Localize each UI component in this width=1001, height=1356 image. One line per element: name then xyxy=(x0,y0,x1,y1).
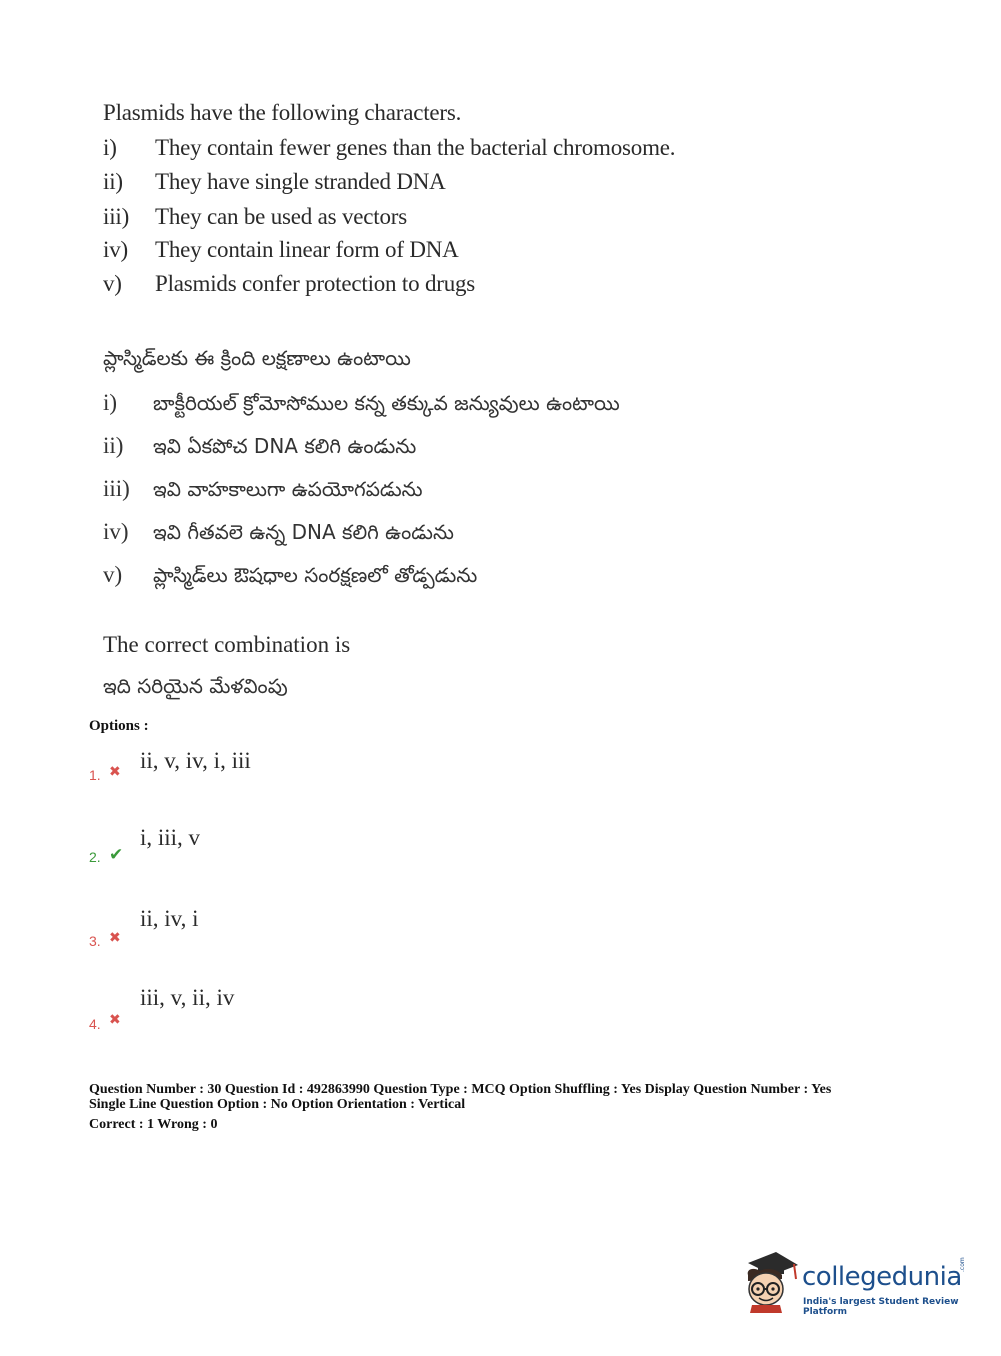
statement-number: ii) xyxy=(103,433,124,458)
logo-com: .com xyxy=(959,1257,966,1272)
statement-text: ఇవి ఏకపోచ DNA కలిగి ఉండును xyxy=(153,434,417,458)
statement-text: ప్లాస్మిడ్‌లు ఔషధాల సంరక్షణలో తోడ్పడును xyxy=(153,563,478,587)
statement-number: iii) xyxy=(103,204,130,229)
option-number: 4. xyxy=(89,1016,101,1032)
statement-number: v) xyxy=(103,271,122,296)
question-meta-line-3: Correct : 1 Wrong : 0 xyxy=(89,1117,218,1132)
question-te-stem: ప్లాస్మిడ్‌లకు ఈ క్రింది లక్షణాలు ఉంటాయి xyxy=(103,346,411,370)
statement-te-1 xyxy=(103,390,620,420)
combination-en: The correct combination is xyxy=(103,632,351,657)
statement-en-1 xyxy=(103,135,675,161)
statement-number: v) xyxy=(103,562,123,587)
statement-number: i) xyxy=(103,135,117,160)
statement-text: ఇవి గీతవలె ఉన్న DNA కలిగి ఉండును xyxy=(153,520,454,544)
statement-number: i) xyxy=(103,390,118,415)
logo-brand: collegedunia xyxy=(802,1262,962,1292)
question-en-stem: Plasmids have the following characters. xyxy=(103,100,462,125)
statement-te-5 xyxy=(103,562,477,592)
statement-text: They contain fewer genes than the bacterial chromosome. xyxy=(155,135,676,160)
statement-text: They have single stranded DNA xyxy=(155,169,446,194)
statement-en-3 xyxy=(103,204,407,230)
option-text: ii, iv, i xyxy=(140,906,199,931)
combination-te: ఇది సరియైన మేళవింపు xyxy=(103,674,288,698)
statement-number: iv) xyxy=(103,237,128,262)
mascot-icon xyxy=(742,1249,800,1313)
option-number: 2. xyxy=(89,849,101,865)
statement-en-5 xyxy=(103,271,475,297)
option-number: 3. xyxy=(89,933,101,949)
statement-te-2 xyxy=(103,433,416,463)
cross-icon: ✖ xyxy=(109,764,121,780)
statement-number: iv) xyxy=(103,519,129,544)
statement-text: They can be used as vectors xyxy=(155,204,407,229)
cross-icon: ✖ xyxy=(109,1012,121,1028)
statement-te-3 xyxy=(103,476,423,506)
statement-text: Plasmids confer protection to drugs xyxy=(155,271,476,296)
statement-text: ఇవి వాహకాలుగా ఉపయోగపడును xyxy=(153,477,423,501)
statement-text: They contain linear form of DNA xyxy=(155,237,459,262)
statement-en-2 xyxy=(103,169,446,195)
option-text: ii, v, iv, i, iii xyxy=(140,748,251,773)
statement-number: iii) xyxy=(103,476,130,501)
question-meta-line-1: Question Number : 30 Question Id : 492863990 Question Type : MCQ Option Shuffling : Yes Display Question Number : Yes xyxy=(89,1082,832,1097)
check-icon: ✔ xyxy=(109,845,124,865)
statement-text: బాక్టీరియల్ క్రోమోసోముల కన్న తక్కువ జన్యువులు ఉంటాయి xyxy=(153,391,620,415)
statement-en-4 xyxy=(103,237,459,263)
options-label: Options : xyxy=(89,718,149,734)
cross-icon: ✖ xyxy=(109,930,121,946)
option-text: i, iii, v xyxy=(140,825,201,850)
logo-tagline: India's largest Student Review Platform xyxy=(803,1297,959,1317)
option-text: iii, v, ii, iv xyxy=(140,985,235,1010)
option-number: 1. xyxy=(89,767,101,783)
question-meta-line-2: Single Line Question Option : No Option Orientation : Vertical xyxy=(89,1097,466,1112)
statement-te-4 xyxy=(103,519,454,549)
statement-number: ii) xyxy=(103,169,123,194)
